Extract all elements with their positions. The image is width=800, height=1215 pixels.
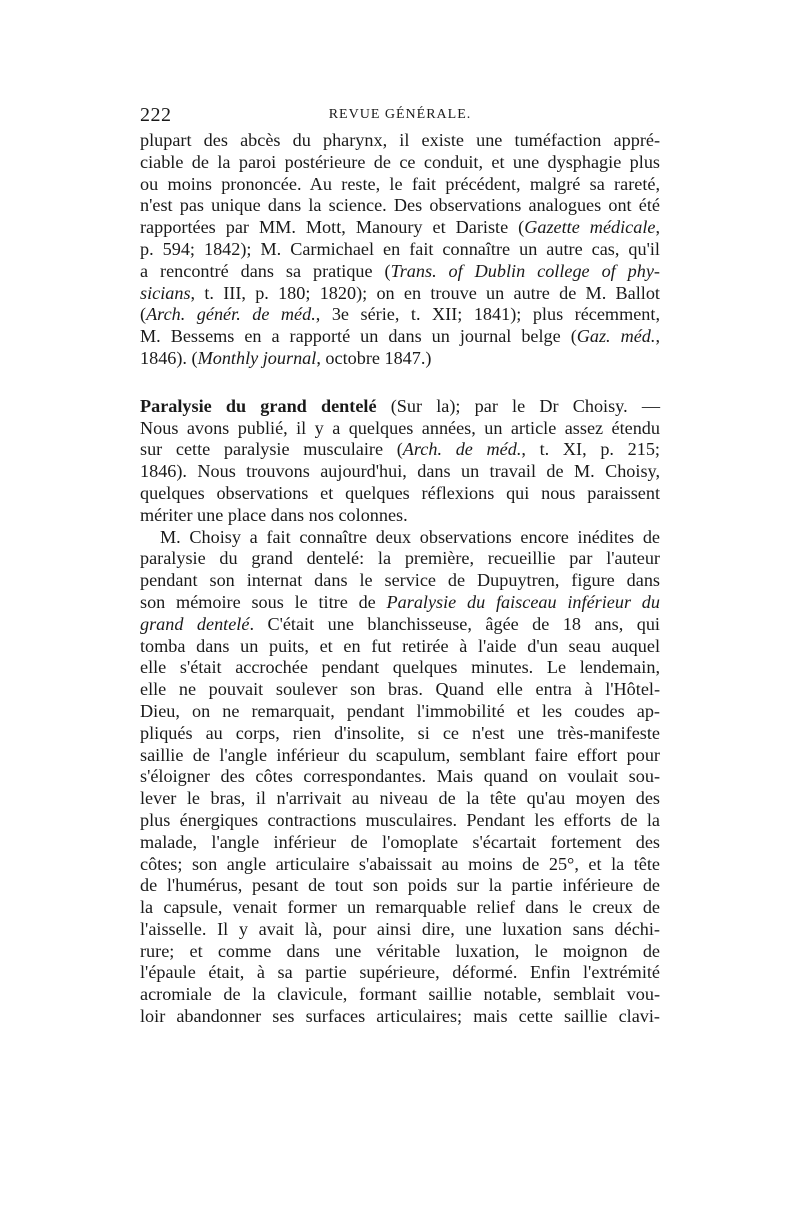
section-gap <box>140 370 660 396</box>
running-head <box>140 104 660 130</box>
text-line: plus énergiques contractions musculaires. Pendant les efforts de la <box>140 809 660 830</box>
text-line: Nous avons publié, il y a quelques années, un article assez étendu <box>140 417 660 438</box>
text-line: mériter une place dans nos colonnes. <box>140 504 408 525</box>
text-line: rapportées par MM. Mott, Manoury et Dariste (Gazette médicale, <box>140 217 660 238</box>
text-line: acromiale de la clavicule, formant saillie notable, semblait vou- <box>140 984 660 1005</box>
text-line: ou moins prononcée. Au reste, le fait précédent, malgré sa rareté, <box>140 173 660 194</box>
text-line: s'éloigner des côtes correspondantes. Mais quand on voulait sou- <box>140 766 660 787</box>
text-line: ciable de la paroi postérieure de ce conduit, et une dysphagie plus <box>140 151 660 172</box>
text-line: paralysie du grand dentelé: la première, recueillie par l'auteur <box>140 548 660 569</box>
paragraph-abces <box>140 130 660 370</box>
text-line: de l'humérus, pesant de tout son poids sur la partie inférieure de <box>140 875 660 896</box>
text-line: l'aisselle. Il y avait là, pour ainsi dire, une luxation sans déchi- <box>140 918 660 939</box>
text-line: la capsule, venait former un remarquable relief dans le creux de <box>140 897 660 918</box>
text-line: M. Choisy a fait connaître deux observations encore inédites de <box>160 526 660 547</box>
text-line: l'épaule était, à sa partie supérieure, déformé. Enfin l'extrémité <box>140 962 660 983</box>
text-line: sicians, t. III, p. 180; 1820); on en trouve un autre de M. Ballot <box>140 282 660 303</box>
page <box>140 104 660 1028</box>
text-line: pendant son internat dans le service de Dupuytren, figure dans <box>140 570 660 591</box>
text-line: saillie de l'angle inférieur du scapulum, semblant faire effort pour <box>140 744 660 765</box>
text-line: malade, l'angle inférieur de l'omoplate s'écartait fortement des <box>140 831 660 852</box>
text-line: sur cette paralysie musculaire (Arch. de méd., t. XI, p. 215; <box>140 439 660 460</box>
section-heading-line <box>140 396 660 418</box>
text-line: côtes; son angle articulaire s'abaissait au moins de 25°, et la tête <box>140 853 660 874</box>
paragraph-choisy <box>140 527 660 1028</box>
text-line: Dieu, on ne remarquait, pendant l'immobilité et les coudes ap- <box>140 700 660 721</box>
section-title-suffix: (Sur la); par le Dr Choisy. — <box>390 395 661 416</box>
text-line: plupart des abcès du pharynx, il existe une tuméfaction appré- <box>140 130 660 150</box>
text-line: lever le bras, il n'arrivait au niveau de la tête qu'au moyen des <box>140 788 660 809</box>
section-title: Paralysie du grand dentelé <box>140 395 377 416</box>
text-line: p. 594; 1842); M. Carmichael en fait connaître un autre cas, qu'il <box>140 238 660 259</box>
text-line: n'est pas unique dans la science. Des observations analogues ont été <box>140 195 660 216</box>
text-line: pliqués au corps, rien d'insolite, si ce n'est une très-manifeste <box>140 722 660 743</box>
running-title: REVUE GÉNÉRALE. <box>328 107 472 122</box>
text-line: M. Bessems en a rapporté un dans un journal belge (Gaz. méd., <box>140 326 660 347</box>
page-number: 222 <box>140 104 172 126</box>
text-line: (Arch. génér. de méd., 3e série, t. XII; 1841); plus récemment, <box>140 304 660 325</box>
text-line: tomba dans un puits, et en fut retirée à l'aide d'un seau auquel <box>140 635 660 656</box>
text-line: grand dentelé. C'était une blanchisseuse, âgée de 18 ans, qui <box>140 613 660 634</box>
text-line: elle s'était accrochée pendant quelques minutes. Le lendemain, <box>140 657 660 678</box>
text-line: rure; et comme dans une véritable luxation, le moignon de <box>140 940 660 961</box>
text-line: loir abandonner ses surfaces articulaires; mais cette saillie clavi- <box>140 1006 660 1027</box>
text-line: son mémoire sous le titre de Paralysie du faisceau inférieur du <box>140 591 660 612</box>
text-line: quelques observations et quelques réflexions qui nous paraissent <box>140 482 660 503</box>
text-line: elle ne pouvait soulever son bras. Quand elle entra à l'Hôtel- <box>140 679 660 700</box>
text-line: 1846). Nous trouvons aujourd'hui, dans un travail de M. Choisy, <box>140 461 660 482</box>
text-line: 1846). (Monthly journal, octobre 1847.) <box>140 347 432 368</box>
text-line: a rencontré dans sa pratique (Trans. of Dublin college of phy- <box>140 260 660 281</box>
section-paralysie <box>140 396 660 527</box>
